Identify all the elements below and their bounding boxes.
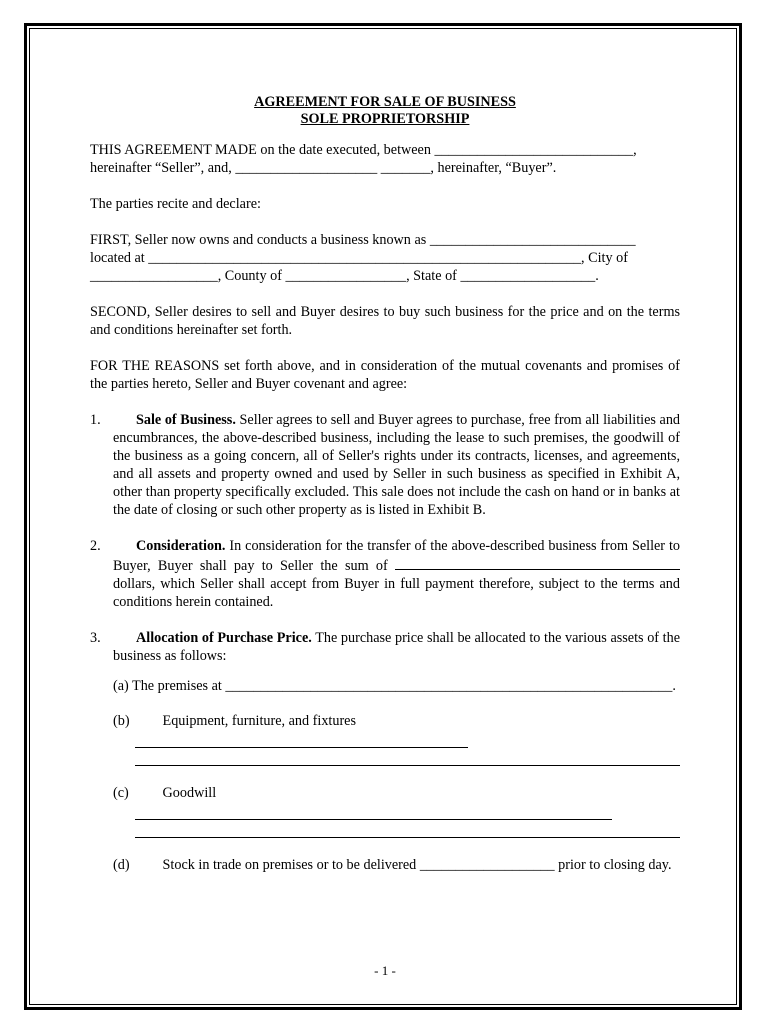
item-text: The premises at _______________________________________________________________. bbox=[132, 678, 676, 694]
section-body: Seller agrees to sell and Buyer agrees to purchase, free from all liabilities and encumbrances, the above-described business, including the lease to such premises, the goodwill of the business as a going concern, all of Seller's rights under its contracts, licenses, and agreements, and all assets and property owned and used by Seller in such business as specified in Exhibit A, other than property specifically excluded. This sale does not include the cash on hand or in banks at the date of closing or such other property as is listed in Exhibit B. bbox=[113, 412, 681, 518]
equipment-blank-1[interactable] bbox=[135, 730, 468, 748]
recite-paragraph: The parties recite and declare: bbox=[90, 196, 261, 212]
intro-line-1: THIS AGREEMENT MADE on the date executed, between ____________________________, bbox=[90, 142, 637, 158]
title-block bbox=[90, 94, 680, 128]
item-label: (b) bbox=[113, 713, 130, 729]
first-line-3: __________________, County of _________________, State of ___________________. bbox=[90, 268, 599, 284]
allocation-item-equipment bbox=[113, 712, 680, 766]
section-body: In consideration for the transfer of the above-described business from Seller to Buyer, Buyer shall pay to Seller the sum of bbox=[113, 538, 680, 574]
item-label: (a) bbox=[113, 678, 129, 694]
item-label: (d) bbox=[113, 857, 130, 873]
section-allocation bbox=[90, 629, 680, 665]
section-number: 1. bbox=[90, 412, 101, 428]
section-heading: Sale of Business. bbox=[136, 412, 236, 428]
goodwill-blank-2[interactable] bbox=[135, 820, 680, 838]
section-number: 2. bbox=[90, 538, 101, 554]
allocation-item-goodwill bbox=[113, 784, 680, 838]
document-subtitle: SOLE PROPRIETORSHIP bbox=[300, 111, 470, 127]
amount-blank[interactable] bbox=[395, 555, 680, 570]
page-number: - 1 - bbox=[374, 963, 396, 978]
reasons-paragraph: FOR THE REASONS set forth above, and in consideration of the mutual covenants and promises of the parties hereto, Seller and Buyer covenant and agree: bbox=[90, 358, 680, 392]
section-body-tail: dollars, which Seller shall accept from Buyer in full payment therefore, subject to the terms and conditions herein contained. bbox=[113, 576, 680, 610]
section-heading: Allocation of Purchase Price. bbox=[136, 630, 312, 646]
intro-line-2: hereinafter “Seller”, and, ____________________ _______, hereinafter, “Buyer”. bbox=[90, 160, 557, 176]
first-paragraph bbox=[90, 231, 680, 285]
first-line-2: located at _____________________________________________________________, City of bbox=[90, 250, 628, 266]
item-label: (c) bbox=[113, 785, 129, 801]
document-title: AGREEMENT FOR SALE OF BUSINESS bbox=[254, 94, 516, 110]
first-line-1: FIRST, Seller now owns and conducts a business known as _____________________________ bbox=[90, 232, 636, 248]
allocation-item-premises bbox=[113, 677, 680, 695]
item-text: Equipment, furniture, and fixtures bbox=[162, 713, 356, 729]
section-number: 3. bbox=[90, 630, 101, 646]
section-body: The purchase price shall be allocated to the various assets of the business as follows: bbox=[113, 630, 681, 664]
section-consideration bbox=[90, 537, 680, 611]
section-sale-of-business bbox=[90, 411, 680, 519]
allocation-item-stock bbox=[113, 856, 680, 874]
section-heading: Consideration. bbox=[136, 538, 226, 554]
goodwill-blank-1[interactable] bbox=[135, 802, 612, 820]
intro-paragraph bbox=[90, 141, 680, 177]
equipment-blank-2[interactable] bbox=[135, 748, 680, 766]
item-text: Stock in trade on premises or to be delivered ___________________ prior to closing day. bbox=[162, 857, 672, 873]
document-body bbox=[90, 94, 680, 892]
item-text: Goodwill bbox=[162, 785, 217, 801]
second-paragraph: SECOND, Seller desires to sell and Buyer desires to buy such business for the price and on the terms and conditions hereinafter set forth. bbox=[90, 304, 680, 338]
